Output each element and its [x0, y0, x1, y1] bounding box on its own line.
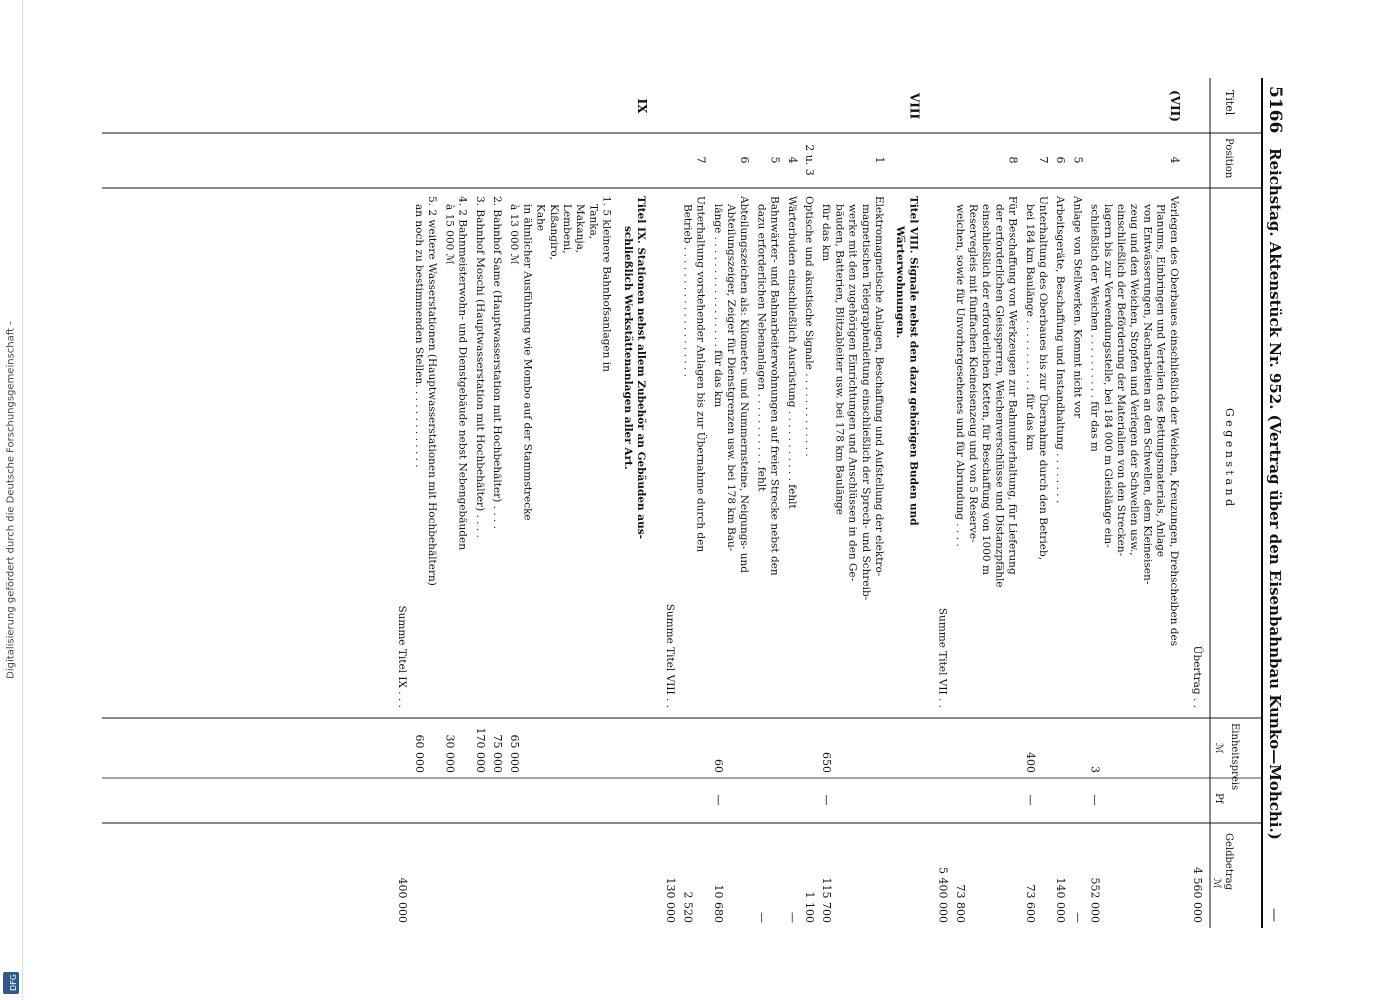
rotated-document-page — [102, 78, 1285, 928]
row-text-line: einschließlich der erforderlichen Ketten, für Beschaffung von 1000 m — [980, 204, 993, 575]
row-text-line: Unterhaltung vorstehender Anlagen bis zur Übernahme durch den — [694, 196, 707, 553]
row-text-line: Elektromagnetische Anlagen, Beschaffung und Aufstellung der elektro- — [873, 196, 885, 577]
row-amount: 2 520 — [681, 891, 695, 923]
heading-dash: — — [1266, 908, 1282, 922]
row-text-line: bei 184 km Baulänge . . . . . . . . . . . für das km — [1023, 204, 1036, 451]
row-position: 2 u. 3 — [803, 144, 816, 176]
row-position: 8 — [1006, 156, 1020, 164]
row-price-pf: — — [711, 794, 725, 806]
header-titel: Titel — [1223, 90, 1236, 116]
row-amount: 115 700 — [820, 877, 834, 923]
row-text-line: Arbeitsgeräte, Beschaffung und Instandhaltung . . . . . . . . — [1054, 196, 1067, 504]
row-text-line: Makanja, — [574, 204, 587, 254]
row-text-line: schließlich der Weichen . . . . . . . . . . für das m — [1088, 204, 1101, 452]
row-text-line: von Entwässerungen, Nacharbeiten an den Schwellen, dem Kleineisen- — [1141, 204, 1154, 585]
row-text-line: lagern bis zur Verwendungsstelle, bei 184 000 m Gleislänge ein- — [1101, 204, 1114, 548]
header-pf: Pf — [1213, 793, 1224, 804]
row-price-mark: 30 000 — [443, 734, 457, 773]
row-text-line: Reservegleis mit fünffachen Kleineisenzeug und von 5 Reserve- — [967, 204, 979, 543]
page-heading: Reichstag. Aktenstück Nr. 952. (Vertrag über den Eisenbahnbau Kunko—Mohchi.) — [1266, 148, 1284, 840]
row-text-line: Abteilungszeiger, Zeiger für Dienstgrenzen usw. bei 178 km Bau- — [725, 204, 737, 552]
row-position: 4 — [785, 156, 799, 164]
row-text-line: 3. Bahnhof Moschi (Hauptwasserstation mit Hochbehälter) . . . . — [473, 196, 486, 538]
row-price-mark: 75 000 — [491, 734, 504, 773]
row-text-line: an noch zu bestimmenden Stellen. . . . . . . . . . . . . — [413, 204, 425, 468]
header-position: Position — [1223, 138, 1234, 179]
row-position: 6 — [738, 156, 752, 164]
row-position: 4 — [1167, 156, 1181, 164]
row-text-line: Übertrag . . — [1191, 645, 1203, 708]
row-text-line: 2. Bahnhof Same (Hauptwasserstation mit Hochbehälter) . . . . — [491, 196, 503, 530]
row-text-line: Betrieb . . . . . . . . . . . . . . . . . . . . — [681, 204, 694, 377]
row-text-line: Titel IX. Stationen nebst allem Zubehör an Gebäuden aus- — [635, 196, 647, 540]
row-amount: 130 000 — [664, 877, 678, 923]
table-body — [396, 90, 1205, 923]
row-amount: — — [1071, 912, 1085, 923]
row-text-line: Planums, Einbringen und Verteilen des Bettungsmaterials, Anlage — [1154, 204, 1167, 558]
row-text-line: weichen, sowie für Unvorhergesehenes und für Abrundung . . . . — [953, 204, 966, 547]
row-text-line: à 13 000 ℳ — [508, 204, 521, 265]
row-text-line: Kahe — [534, 204, 547, 232]
row-amount: 140 000 — [1054, 877, 1068, 923]
row-text-line: Optische und akustische Signale . . . . . . . . . . . . . — [803, 196, 815, 457]
row-text-line: magnetischen Telegraphenleitung einschließlich der Sprech- und Schreib- — [859, 204, 872, 601]
row-text-line: Verlegen des Oberbaues einschließlich der Weichen, Kreuzungen, Drehscheiben des — [1167, 196, 1180, 647]
row-amount: 552 000 — [1088, 877, 1102, 923]
row-position: 5 — [768, 156, 782, 164]
row-price-mark: 65 000 — [508, 734, 522, 773]
row-position: 5 — [1071, 156, 1085, 164]
row-text-line: Abteilungszeichen als: Kilometer- und Nummernsteine, Neigungs- und — [738, 196, 751, 573]
row-price-mark: 60 000 — [413, 734, 426, 773]
row-amount: — — [755, 912, 769, 923]
row-text-line: schließlich Werkstättenanlagen aller Art. — [621, 226, 634, 470]
row-amount: 73 600 — [1023, 884, 1037, 923]
row-text-line: bäuden, Batterien, Blitzableiter usw. bei 178 km Baulänge — [833, 204, 846, 515]
row-text-line: Summe Titel IX . . . — [395, 605, 408, 708]
row-position: 7 — [694, 156, 708, 164]
header-geld-mark: ℳ — [1211, 878, 1222, 889]
row-price-pf: — — [820, 794, 834, 806]
row-text-line: Lembeni, — [561, 204, 573, 254]
row-position: 6 — [1054, 156, 1068, 164]
row-text-line: Titel VIII. Signale nebst den dazu gehörigen Buden und — [907, 196, 920, 526]
row-titel: VIII — [907, 92, 922, 120]
row-amount: 400 000 — [395, 877, 409, 923]
row-text-line: werke mit den zugehörigen Einrichtungen und Anschlüssen in den Ge- — [846, 204, 859, 582]
row-amount: 4 560 000 — [1191, 867, 1204, 923]
row-text-line: 1. 5 kleinere Bahnhofsanlagen in — [600, 196, 613, 372]
header-einheitspreis: Einheitspreis — [1229, 723, 1240, 791]
row-text-line: à 15 000 ℳ — [443, 204, 456, 265]
row-text-line: Kißangiro, — [547, 204, 560, 260]
row-price-mark: 3 — [1088, 766, 1102, 773]
row-text-line: für das km — [820, 204, 833, 262]
row-text-line: Unterhaltung des Oberbaues bis zur Übernahme durch den Betrieb, — [1037, 196, 1049, 561]
header-mark: ℳ — [1213, 743, 1224, 754]
row-amount: 73 800 — [953, 884, 967, 923]
dfg-credit-text: Digitalisierung gefördert durch die Deutsche Forschungsgemeinschaft - — [5, 321, 17, 679]
row-titel: (VII) — [1167, 90, 1182, 122]
row-price-pf: — — [1023, 794, 1037, 806]
header-gegenstand: G e g e n s t a n d — [1223, 408, 1236, 507]
row-price-mark: 60 — [711, 759, 725, 773]
row-text-line: Summe Titel VIII . . — [664, 603, 677, 708]
page-number: 5166 — [1265, 86, 1285, 134]
row-titel: IX — [635, 98, 649, 114]
row-text-line: Bahnwärter- und Bahnarbeiterwohnungen auf freier Strecke nebst den — [768, 196, 781, 576]
row-text-line: Für Beschaffung von Werkzeugen zur Bahnunterhaltung, für Lieferung — [1006, 196, 1019, 575]
row-text-line: dazu erforderlichen Nebenanlagen . . . . . . . . . . . fehlt — [755, 204, 768, 492]
row-text-line: Tanka, — [587, 204, 600, 240]
row-position: 1 — [873, 156, 886, 164]
row-position: 7 — [1037, 156, 1050, 164]
row-price-pf: — — [1088, 794, 1102, 806]
row-text-line: einschließlich der Beförderung der Materialien von den Strecken- — [1115, 204, 1127, 557]
header-geldbetrag: Geldbetrag — [1223, 833, 1234, 890]
row-text-line: Wärterwohnungen. — [894, 226, 907, 339]
row-text-line: in ähnlicher Ausführung wie Mombo auf der Stammstrecke — [521, 204, 534, 521]
dfg-logo: DFG — [3, 972, 19, 994]
row-text-line: 5. 2 weitere Wasserstationen (Hauptwasserstationen mit Hochbehältern) — [426, 196, 439, 586]
row-amount: 5 400 000 — [936, 867, 950, 923]
row-price-mark: 400 — [1023, 752, 1037, 773]
row-text-line: Summe Titel VII . . — [936, 607, 949, 708]
row-price-mark: 650 — [820, 752, 834, 773]
row-amount: — — [785, 912, 799, 923]
row-price-mark: 170 000 — [473, 727, 487, 773]
row-text-line: 4. 2 Bahnmeisterwohn- und Dienstgebäude nebst Nebengebäuden — [456, 196, 469, 550]
row-text-line: Anlage von Stellwerken. Kommt nicht vor — [1071, 196, 1084, 419]
row-text-line: länge . . . . . . . . . . . . . . . . . für das km — [711, 204, 724, 408]
row-amount: 1 100 — [803, 891, 816, 923]
row-text-line: zeug und den Weichen, Stopfen und Verlegen der Schwellen usw., — [1128, 204, 1141, 556]
row-amount: 10 680 — [711, 884, 725, 923]
row-text-line: Wärterbuden einschließlich Ausrüstung . . . . . . . . . . . fehlt — [785, 196, 798, 509]
row-text-line: der erforderlichen Gleissperren, Weichenverschlüsse und Distanzpfähle — [993, 204, 1006, 588]
